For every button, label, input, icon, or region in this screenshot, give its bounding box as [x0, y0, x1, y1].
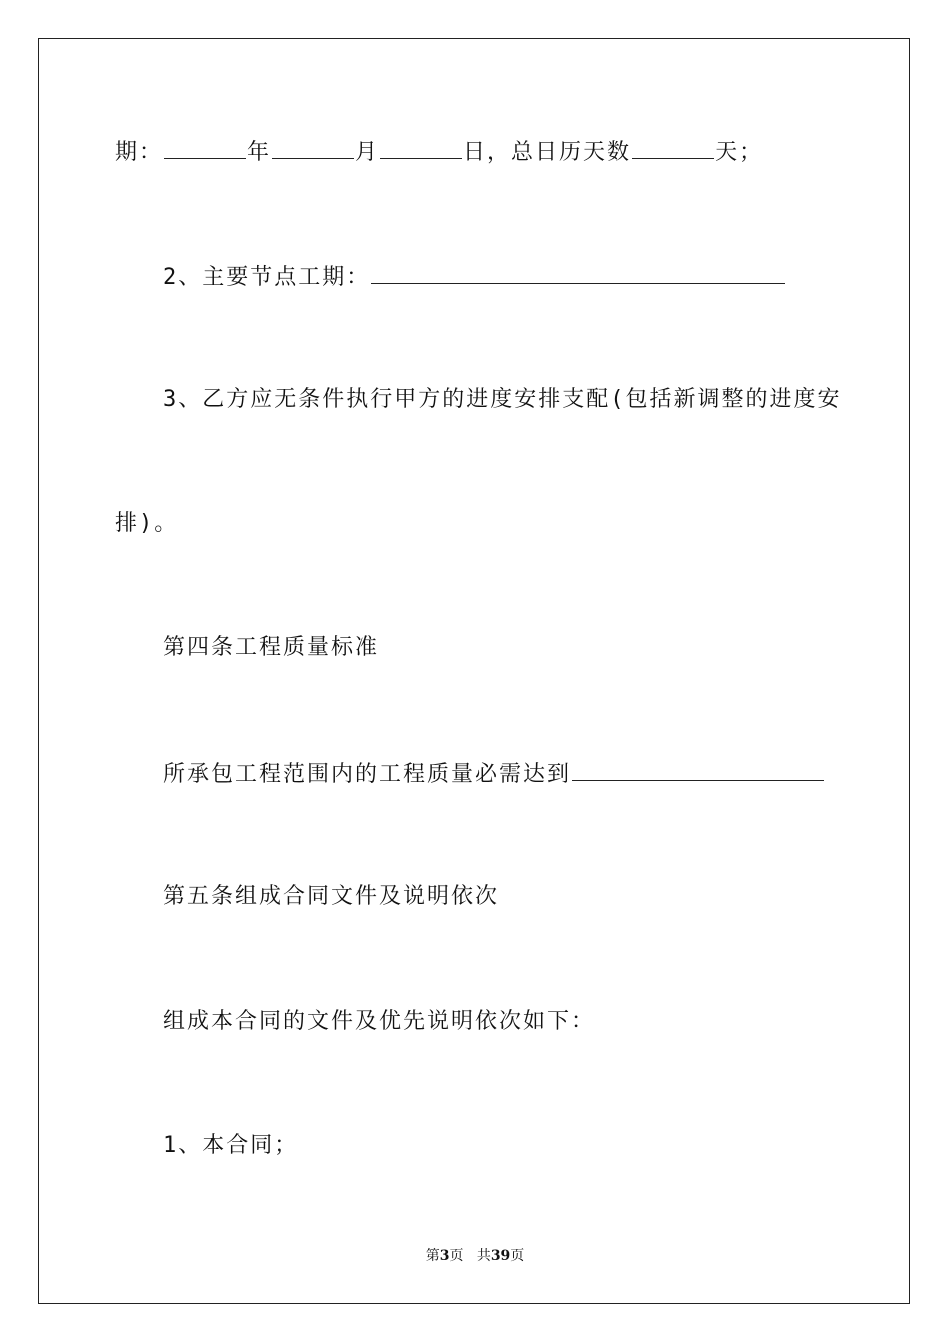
clause-3-line: 3、乙方应无条件执行甲方的进度安排支配(包括新调整的进度安 — [163, 387, 842, 412]
blank-day — [380, 136, 462, 159]
text-year: 年 — [247, 140, 272, 165]
footer-page-suffix: 页 — [449, 1248, 464, 1264]
documents-order-line: 组成本合同的文件及优先说明依次如下： — [163, 1009, 596, 1034]
footer-total-number: 39 — [490, 1248, 511, 1264]
blank-quality — [572, 758, 824, 781]
footer-page-prefix: 第 — [425, 1248, 440, 1264]
text-month: 月 — [355, 140, 380, 165]
quality-label: 所承包工程范围内的工程质量必需达到 — [163, 762, 572, 787]
item-1-line: 1、本合同； — [163, 1133, 299, 1158]
footer-total-suffix: 页 — [510, 1248, 525, 1264]
blank-days — [632, 136, 714, 159]
quality-line — [163, 758, 825, 790]
footer-total-prefix: 共 — [476, 1248, 491, 1264]
blank-month — [272, 136, 354, 159]
footer-page-number: 3 — [439, 1248, 450, 1264]
article-5-title: 第五条组成合同文件及说明依次 — [163, 884, 500, 909]
schedule-dates-line — [115, 136, 763, 168]
blank-milestone — [371, 261, 785, 284]
blank-year — [164, 136, 246, 159]
milestone-line — [163, 261, 786, 293]
clause-3-continuation: 排)。 — [115, 511, 179, 536]
text-qi: 期： — [115, 140, 164, 165]
text-days: 天； — [715, 140, 764, 165]
text-day-total: 日，总日历天数 — [463, 140, 632, 165]
page-footer — [0, 1245, 950, 1265]
article-4-title: 第四条工程质量标准 — [163, 635, 380, 660]
milestone-label: 2、主要节点工期： — [163, 265, 371, 290]
page-frame — [38, 38, 910, 1304]
